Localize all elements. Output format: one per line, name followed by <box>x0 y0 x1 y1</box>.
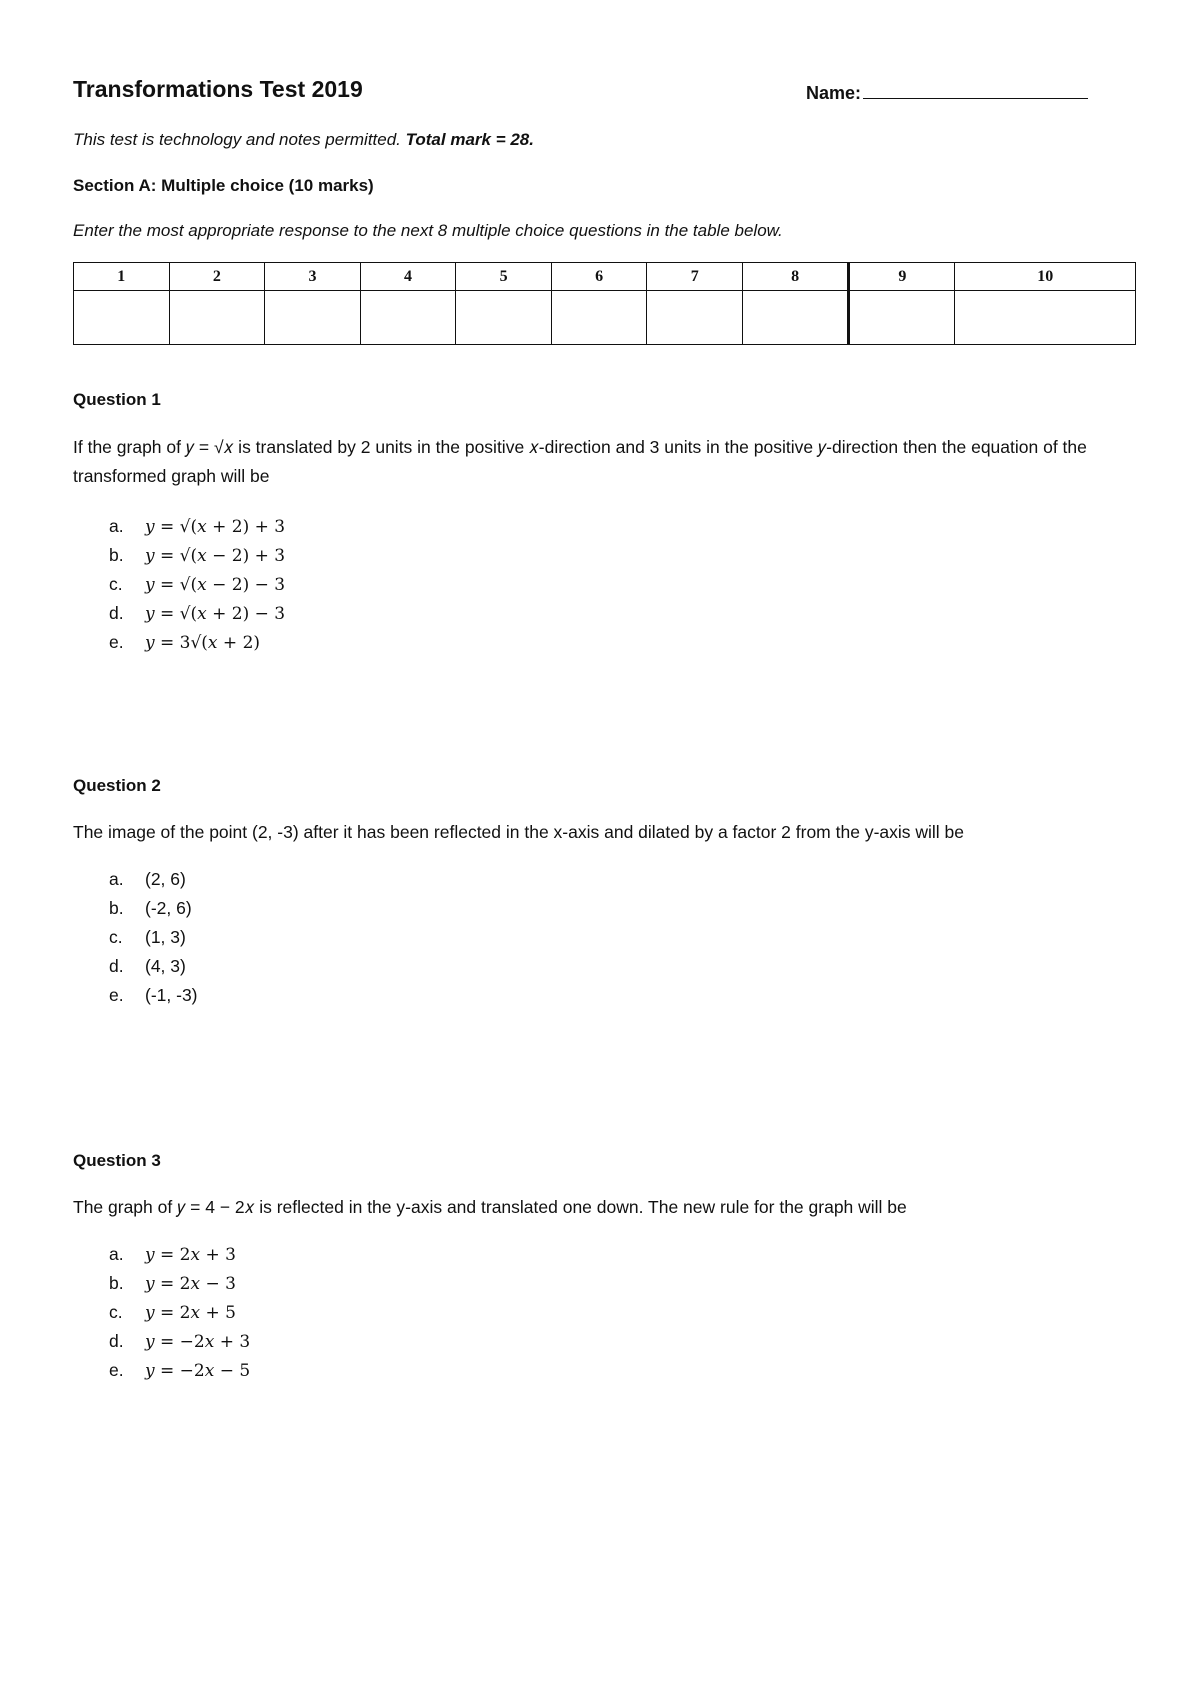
question-1-options <box>109 512 285 657</box>
option-text: (1, 3) <box>145 927 186 947</box>
question-2-heading: Question 2 <box>73 776 161 795</box>
option-label: a. <box>109 516 124 536</box>
answer-table <box>73 262 1136 345</box>
answer-cell-3[interactable] <box>265 291 361 345</box>
section-a-heading: Section A: Multiple choice (10 marks) <box>73 176 374 195</box>
option-text: 𝑦 = 2𝑥 + 3 <box>145 1245 236 1265</box>
answer-col-7: 7 <box>647 263 743 291</box>
option-label: e. <box>109 1360 124 1380</box>
answer-col-5: 5 <box>456 263 552 291</box>
question-3-stem: The graph of 𝑦 = 4 − 2𝑥 is reflected in the y-axis and translated one down. The new rule for the graph will be <box>73 1197 907 1217</box>
question-1-option-c <box>109 570 285 599</box>
answer-col-3: 3 <box>265 263 361 291</box>
option-text: (2, 6) <box>145 869 186 889</box>
question-3-options <box>109 1240 250 1385</box>
question-3-option-c <box>109 1298 250 1327</box>
answer-col-2: 2 <box>169 263 265 291</box>
answer-table-header-row <box>74 263 1136 291</box>
option-label: b. <box>109 1273 124 1293</box>
option-text: 𝑦 = 2𝑥 − 3 <box>145 1274 236 1294</box>
option-label: e. <box>109 632 124 652</box>
answer-cell-10[interactable] <box>955 291 1136 345</box>
answer-cell-7[interactable] <box>647 291 743 345</box>
intro-text <box>73 130 534 150</box>
answer-col-6: 6 <box>551 263 647 291</box>
option-label: b. <box>109 545 124 565</box>
answer-col-8: 8 <box>743 263 849 291</box>
name-field[interactable] <box>806 82 1088 104</box>
option-text: 𝑦 = √(𝑥 − 2) − 3 <box>145 575 286 595</box>
question-2-option-e <box>109 981 198 1010</box>
question-1-option-d <box>109 599 285 628</box>
question-2-option-d <box>109 952 198 981</box>
answer-col-1: 1 <box>74 263 170 291</box>
answer-cell-2[interactable] <box>169 291 265 345</box>
question-2-option-c <box>109 923 198 952</box>
option-label: c. <box>109 927 123 947</box>
option-text: (4, 3) <box>145 956 186 976</box>
option-text: 𝑦 = −2𝑥 − 5 <box>145 1361 251 1381</box>
answer-col-9: 9 <box>849 263 955 291</box>
option-label: d. <box>109 603 124 623</box>
question-3-option-d <box>109 1327 250 1356</box>
name-label: Name: <box>806 83 862 103</box>
option-text: 𝑦 = √(𝑥 − 2) + 3 <box>145 546 286 566</box>
option-text: 𝑦 = 2𝑥 + 5 <box>145 1303 236 1323</box>
total-mark-text: Total mark = 28. <box>405 130 534 149</box>
answer-cell-1[interactable] <box>74 291 170 345</box>
option-label: e. <box>109 985 124 1005</box>
answer-col-4: 4 <box>360 263 456 291</box>
question-3-heading: Question 3 <box>73 1151 161 1170</box>
name-blank-line[interactable] <box>863 82 1088 99</box>
option-label: a. <box>109 869 124 889</box>
question-1-heading: Question 1 <box>73 390 161 409</box>
question-2-option-b <box>109 894 198 923</box>
option-text: (-2, 6) <box>145 898 192 918</box>
option-text: 𝑦 = √(𝑥 + 2) + 3 <box>145 517 286 537</box>
page-title: Transformations Test 2019 <box>73 76 363 102</box>
intro-permission-text: This test is technology and notes permitted. <box>73 130 406 149</box>
answer-cell-4[interactable] <box>360 291 456 345</box>
question-2-options <box>109 865 198 1010</box>
question-1-option-a <box>109 512 285 541</box>
option-label: c. <box>109 1302 123 1322</box>
question-2-option-a <box>109 865 198 894</box>
section-a-instruction: Enter the most appropriate response to the next 8 multiple choice questions in the table below. <box>73 221 783 240</box>
answer-cell-9[interactable] <box>849 291 955 345</box>
option-label: d. <box>109 956 124 976</box>
option-label: a. <box>109 1244 124 1264</box>
option-text: 𝑦 = −2𝑥 + 3 <box>145 1332 251 1352</box>
answer-cell-8[interactable] <box>743 291 849 345</box>
question-3-option-b <box>109 1269 250 1298</box>
answer-cell-5[interactable] <box>456 291 552 345</box>
option-label: d. <box>109 1331 124 1351</box>
question-3-option-a <box>109 1240 250 1269</box>
option-label: b. <box>109 898 124 918</box>
option-text: (-1, -3) <box>145 985 198 1005</box>
question-2-stem: The image of the point (2, -3) after it has been reflected in the x-axis and dilated by a factor 2 from the y-axis will be <box>73 822 965 842</box>
question-1-option-e <box>109 628 285 657</box>
question-1-option-b <box>109 541 285 570</box>
option-label: c. <box>109 574 123 594</box>
question-3-option-e <box>109 1356 250 1385</box>
answer-cell-6[interactable] <box>551 291 647 345</box>
question-1-stem: If the graph of 𝑦 = √𝑥 is translated by 2 units in the positive 𝑥-direction and 3 units in the positive 𝑦-direction then the equation of the transformed graph will be <box>73 437 1087 486</box>
option-text: 𝑦 = √(𝑥 + 2) − 3 <box>145 604 286 624</box>
answer-table-input-row <box>74 291 1136 345</box>
answer-col-10: 10 <box>955 263 1136 291</box>
option-text: 𝑦 = 3√(𝑥 + 2) <box>145 633 261 653</box>
